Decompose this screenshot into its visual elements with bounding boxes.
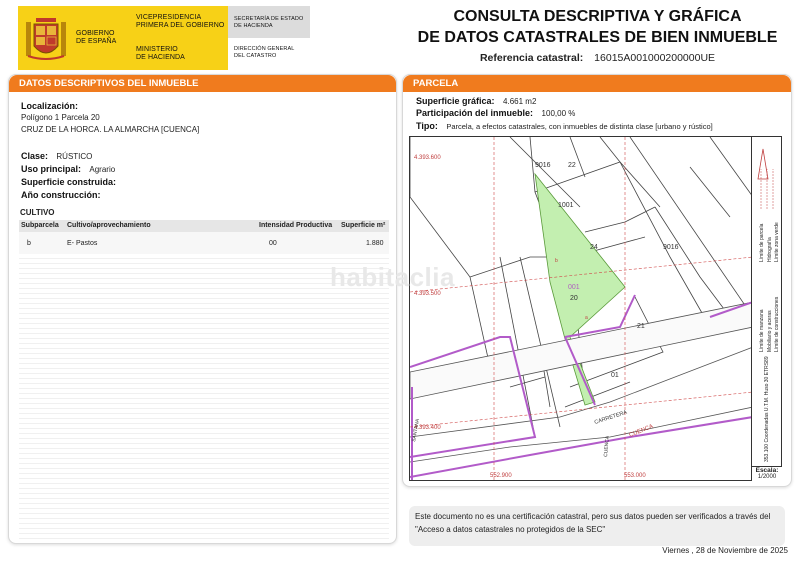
cell-intensidad: 00 (269, 240, 277, 247)
cadastral-map[interactable] (409, 136, 752, 481)
vicepresidencia-text: VICEPRESIDENCIA PRIMERA DEL GOBIERNO (136, 14, 225, 29)
ministerio-text: MINISTERIO DE HACIENDA (136, 46, 185, 61)
scale-label: Escala: (755, 467, 779, 474)
cultivo-table-header (19, 220, 389, 232)
subparcel-label: b (555, 258, 558, 264)
legend-item: Límite de construcciones (774, 296, 780, 352)
tipo-value: Parcela, a efectos catastrales, con inmuebles de distinta clase [urbano y rústico] (446, 122, 713, 131)
street-label: CUENCA (603, 435, 611, 458)
clase-label: Clase: (21, 151, 49, 161)
col-intensidad: Intensidad Productiva (259, 222, 333, 229)
direccion-text: DIRECCIÓN GENERAL DEL CATASTRO (234, 46, 295, 59)
tipo-label: Tipo: (416, 121, 438, 131)
street-label: CARRETERA (593, 409, 628, 426)
participacion-value: 100,00 % (541, 109, 576, 118)
coord-label: 4.393.400 (414, 425, 441, 431)
uso-label: Uso principal: (21, 164, 82, 174)
watermark-text: habitaclia (330, 262, 455, 292)
legend-item: Límite de parcela (759, 223, 765, 262)
street-label: CUENCA (628, 423, 655, 439)
descriptive-data-heading: DATOS DESCRIPTIVOS DEL INMUEBLE (9, 75, 396, 92)
superficie-field (21, 177, 116, 187)
localizacion-label: Localización: (21, 101, 79, 111)
document-title: CONSULTA DESCRIPTIVA Y GRÁFICA DE DATOS CATASTRALES DE BIEN INMUEBLE (417, 8, 778, 46)
cell-subparcela: b (27, 240, 31, 247)
legend-item: Hidrografía (767, 237, 773, 262)
legend-item: Límite zona verde (774, 222, 780, 262)
map-drawing (410, 137, 752, 481)
coord-label: 4.393.600 (414, 155, 441, 161)
secretaria-text: SECRETARÍA DE ESTADO DE HACIENDA (234, 16, 304, 29)
cell-superficie: 1.880 (366, 240, 384, 247)
descriptive-data-panel (8, 74, 397, 544)
parcel-number: 01 (611, 372, 619, 379)
parcel-number: 9016 (663, 244, 679, 251)
ref-value[interactable]: 16015A001000200000UE (594, 52, 716, 64)
parcel-number: 1001 (558, 202, 574, 209)
legend-item: Límite de manzana (759, 309, 765, 352)
coord-label: 553.000 (624, 473, 646, 479)
street-label: SANTANA (411, 418, 422, 443)
parcel-number: 001 (568, 284, 580, 291)
cell-cultivo: E- Pastos (67, 240, 98, 247)
anio-field (21, 190, 101, 200)
parcel-number: 21 (637, 323, 645, 330)
col-subparcela: Subparcela (21, 222, 59, 229)
tipo-row (416, 121, 713, 131)
parcel-number: 22 (568, 162, 576, 169)
superficie-grafica-row (416, 96, 536, 106)
map-legend (752, 136, 782, 481)
localizacion-line2: CRUZ DE LA HORCA. LA ALMARCHA [CUENCA] (21, 125, 200, 134)
sup-grafica-value: 4.661 m2 (503, 97, 537, 106)
localizacion-field (21, 101, 199, 134)
parcel-number: 9016 (535, 162, 551, 169)
uso-value: Agrario (89, 165, 116, 174)
government-logo-block (18, 6, 310, 70)
superficie-label: Superficie construida: (21, 177, 117, 187)
col-superficie: Superficie m² (341, 222, 386, 229)
coord-label: 4.393.500 (414, 291, 441, 297)
parcel-number: 24 (590, 244, 598, 251)
table-row (19, 232, 389, 254)
table-empty-rows (19, 254, 389, 540)
cultivo-title: CULTIVO (20, 208, 55, 217)
legend-item: 353.100 Coordenadas U.T.M. Huso 30 ETRS89 (764, 356, 770, 462)
anio-label: Año construcción: (21, 190, 101, 200)
parcel-number: 20 (570, 295, 578, 302)
coat-of-arms-icon (22, 12, 70, 64)
localizacion-line1: Polígono 1 Parcela 20 (21, 113, 100, 122)
participacion-label: Participación del inmueble: (416, 108, 534, 118)
clase-value: RÚSTICO (56, 152, 93, 161)
col-cultivo: Cultivo/aprovechamiento (67, 222, 151, 229)
document-date: Viernes , 28 de Noviembre de 2025 (662, 546, 788, 555)
legend-item: Mobiliario y aceras (767, 310, 773, 352)
participacion-row (416, 108, 575, 118)
parcel-panel (402, 74, 792, 487)
certification-notice: Este documento no es una certificación catastral, pero sus datos pueden ser verificados a través del "Acceso a datos catastrales no protegidos de la SEC" (409, 506, 785, 546)
gov-espana-text: GOBIERNO DE ESPAÑA (76, 30, 117, 45)
sup-grafica-label: Superficie gráfica: (416, 96, 495, 106)
subparcel-label: a (585, 315, 588, 321)
clase-field (21, 151, 92, 161)
scale-value: 1/2000 (757, 474, 777, 480)
ref-label: Referencia catastral: (479, 52, 584, 64)
coord-label: 552.900 (490, 473, 512, 479)
map-scale (752, 466, 782, 481)
cadastral-reference (400, 52, 795, 64)
uso-field (21, 164, 115, 174)
parcel-heading: PARCELA (403, 75, 791, 92)
